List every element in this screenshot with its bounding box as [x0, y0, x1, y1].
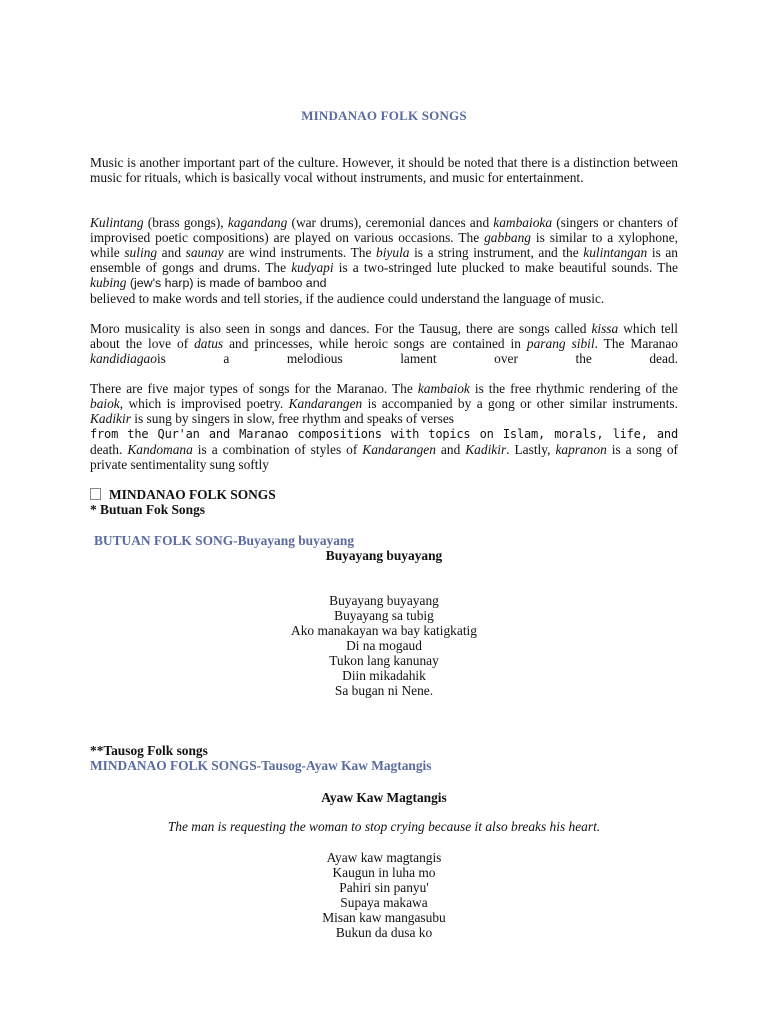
butuan-heading: * Butuan Fok Songs [90, 502, 205, 517]
term: saunay [185, 245, 224, 260]
term: kagandang [227, 215, 288, 230]
term: datus [194, 336, 224, 351]
term: kambaiok [417, 381, 470, 396]
term: Kandarangen [362, 442, 436, 457]
term: Kadikir [465, 442, 507, 457]
lyric-line: Sa bugan ni Nene. [334, 683, 434, 698]
term: suling [124, 245, 158, 260]
butuan-song-link[interactable]: BUTUAN FOLK SONG-Buyayang buyayang [94, 533, 355, 548]
tausog-song-description: The man is requesting the woman to stop crying because it also breaks his heart. [167, 819, 601, 834]
intro-paragraph: Music is another important part of the culture. However, it should be noted that there is a distinction between music for rituals, which is basically vocal without instruments, and music for entertainment. [90, 155, 678, 185]
musicality-paragraph: Moro musicality is also seen in songs and dances. For the Tausug, there are songs called kissa which tell about the love of datus and princesses, while heroic songs are contained in parang sibil. The Maranao kandidiagaois a melodious lament over the dead. [90, 321, 678, 366]
term: kissa [591, 321, 619, 336]
lyric-line: Pahiri sin panyu' [339, 880, 429, 895]
lyric-line: Ako manakayan wa bay katigkatig [291, 623, 477, 638]
term: kubing [90, 275, 127, 290]
lyric-line: Misan kaw mangasubu [322, 910, 446, 925]
term: kambaioka [493, 215, 553, 230]
lyric-line: Ayaw kaw magtangis [326, 850, 442, 865]
tausog-heading: **Tausog Folk songs [90, 743, 208, 758]
lyric-line: Kaugun in luha mo [332, 865, 436, 880]
butuan-lyrics [0, 593, 768, 698]
lyric-line: Buyayang buyayang [329, 593, 439, 608]
term: kulintangan [583, 245, 648, 260]
tausog-song-link[interactable]: MINDANAO FOLK SONGS-Tausog-Ayaw Kaw Magtangis [90, 758, 432, 773]
section-heading: MINDANAO FOLK SONGS [90, 487, 276, 502]
term: gabbang [484, 230, 531, 245]
page-title: MINDANAO FOLK SONGS [301, 108, 467, 123]
term: biyula [376, 245, 410, 260]
instruments-paragraph: Kulintang (brass gongs), kagandang (war drums), ceremonial dances and kambaioka (singers or chanters of improvised poetic compositions) are played on various occasions. The gabbang is similar to a xylophone, while suling and saunay are wind instruments. The biyula is a string instrument, and the kulintangan is an ensemble of gongs and drums. The kudyapi is a two-stringed lute plucked to make beautiful sounds. The kubing (jew's harp) is made of bamboo and believed to make words and tell stories, if the audience could understand the language of music. [90, 215, 679, 306]
butuan-song-title: Buyayang buyayang [325, 548, 443, 563]
lyric-line: Bukun da dusa ko [335, 925, 433, 940]
lyric-line: Diin mikadahik [342, 668, 426, 683]
term: kudyapi [291, 260, 334, 275]
term: Kulintang [90, 215, 144, 230]
term: Kandarangen [288, 396, 363, 411]
term: kapranon [555, 442, 607, 457]
maranao-songs-paragraph: There are five major types of songs for the Maranao. The kambaiok is the free rhythmic rendering of the baiok, which is improvised poetry. Kandarangen is accompanied by a gong or other similar instruments. Kadikir is sung by singers in slow, free rhythm and speaks of verses from the Qur'an and Maranao compositions with topics on Islam, morals, life, and death. Kandomana is a combination of styles of Kandarangen and Kadikir. Lastly, kapranon is a song of private sentimentality sung softly [90, 381, 679, 472]
term: Kadikir [90, 411, 131, 426]
lyric-line: Buyayang sa tubig [334, 608, 434, 623]
lyric-line: Di na mogaud [346, 638, 422, 653]
tausog-song-title: Ayaw Kaw Magtangis [321, 790, 447, 805]
bullet-icon [90, 488, 101, 500]
term: baiok [90, 396, 120, 411]
term: Kandomana [127, 442, 193, 457]
tausog-lyrics [0, 850, 768, 940]
term: kandidiagao [90, 351, 157, 366]
lyric-line: Supaya makawa [340, 895, 428, 910]
lyric-line: Tukon lang kanunay [329, 653, 439, 668]
term: parang sibil [526, 336, 595, 351]
